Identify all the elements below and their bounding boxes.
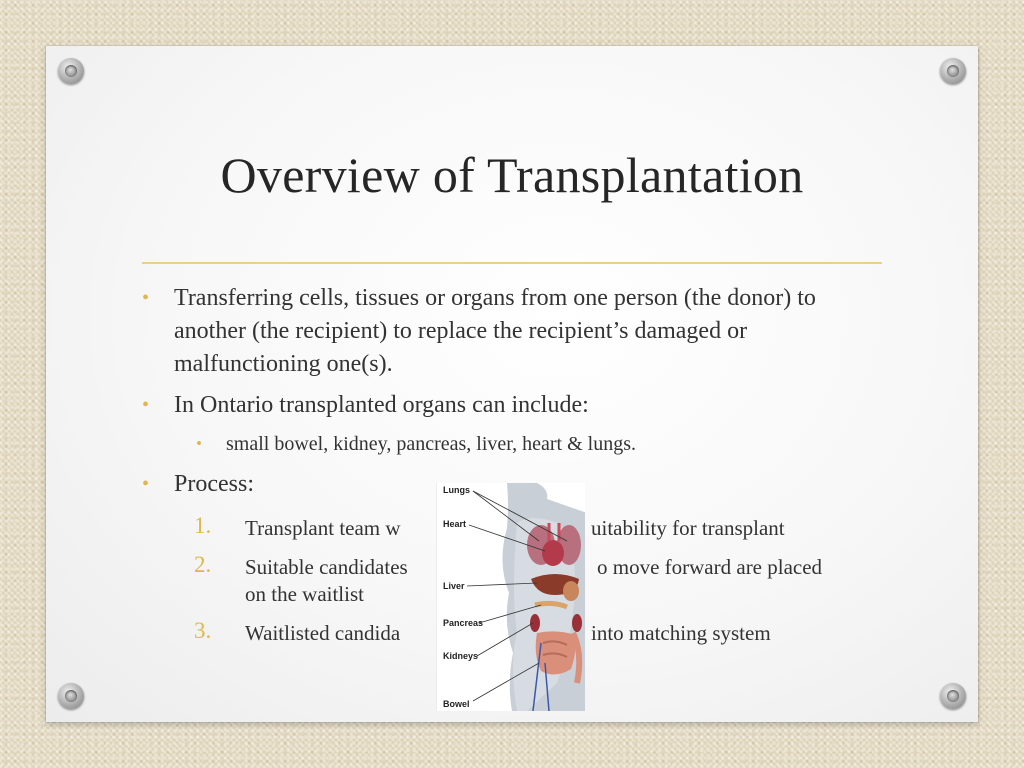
title-divider <box>142 262 882 264</box>
rivet-icon <box>58 683 84 709</box>
slide-title: Overview of Transplantation <box>220 147 804 203</box>
organ-label-bowel: Bowel <box>443 699 470 709</box>
organ-label-kidneys: Kidneys <box>443 651 479 661</box>
organ-anatomy-image <box>436 483 585 711</box>
rivet-icon <box>58 58 84 84</box>
step-text-right: uitability for transplant <box>591 516 785 540</box>
step-number: 2. <box>194 552 212 577</box>
bullet-item <box>142 282 882 381</box>
bullet-dot-icon: • <box>142 394 150 416</box>
step-text-right: o move forward are placed <box>597 555 823 579</box>
rivet-icon <box>940 58 966 84</box>
bullet-text: Transferring cells, tissues or organs from one person (the donor) to another (the recipient) to replace the recipient’s damaged or malfunctioning one(s). <box>174 285 816 377</box>
organ-label-lungs: Lungs <box>443 485 470 495</box>
sub-bullet-item <box>142 430 882 458</box>
bullet-text: In Ontario transplanted organs can include: <box>174 392 589 418</box>
bullet-dot-icon: • <box>142 473 150 495</box>
step-text: Waitlisted candida <box>245 621 401 645</box>
organ-label-heart: Heart <box>443 519 467 529</box>
step-text-continued: on the waitlist <box>245 582 364 606</box>
bullet-dot-icon: • <box>196 434 202 453</box>
bullet-dot-icon: • <box>142 287 150 309</box>
bullet-item <box>142 389 882 422</box>
organ-label-liver: Liver <box>443 581 465 591</box>
process-label: Process: <box>174 471 254 497</box>
rivet-icon <box>940 683 966 709</box>
organ-diagram-svg <box>437 483 585 711</box>
step-text: Transplant team w <box>245 516 401 540</box>
step-text: Suitable candidates <box>245 555 408 579</box>
step-text-right: into matching system <box>591 621 771 645</box>
sub-bullet-text: small bowel, kidney, pancreas, liver, heart & lungs. <box>226 433 637 455</box>
organ-label-pancreas: Pancreas <box>443 618 484 628</box>
step-number: 3. <box>194 618 212 643</box>
step-number: 1. <box>194 513 212 538</box>
